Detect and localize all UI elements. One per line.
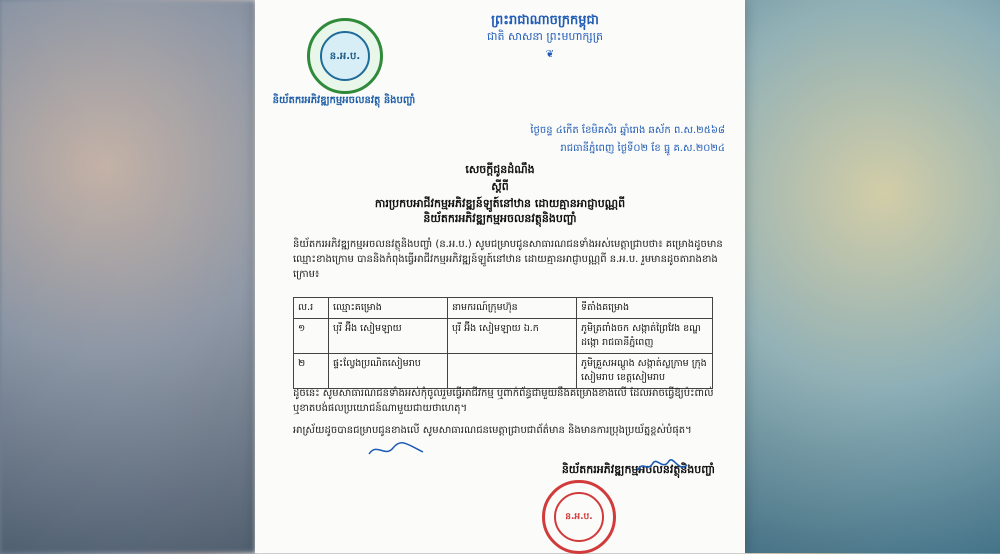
col-project: ឈ្មោះគម្រោង: [329, 298, 448, 319]
org-logo: [307, 18, 383, 94]
notice-title: សេចក្ដីជូនដំណឹង: [465, 163, 535, 176]
row-project: ផ្ទះល្វែងប្រណិតសៀមរាប: [329, 354, 448, 389]
projects-table: [293, 297, 713, 389]
seal-center: [554, 492, 604, 542]
logo-text: ន.អ.ប.: [329, 50, 361, 62]
seal-text: ន.អ.ប.: [565, 511, 593, 522]
row-location: ភូមិគ្រួសអណ្ដូង សង្កាត់ស្លក្រាម ក្រុងសៀមរាប ខេត្តសៀមរាប: [577, 354, 713, 389]
initial-mark-icon: [367, 440, 427, 460]
org-logo-inner: [320, 31, 370, 81]
official-seal: [542, 480, 616, 554]
notice-topic-line1: ការប្រកបអាជីវកម្មអភិវឌ្ឍន៍ឡូត៍នៅឋាន ដោយគ្មានអាជ្ញាបណ្ណពី: [374, 197, 626, 210]
ornament-icon: ❦: [545, 48, 555, 60]
col-location: ទីតាំងគម្រោង: [577, 298, 713, 319]
background-right: [745, 0, 1000, 553]
solar-date: រាជធានី​ភ្នំពេញ ថ្ងៃទី០២ ខែ ធ្នូ គ.ស.២០២៤: [560, 143, 725, 154]
lunar-date: ថ្ងៃ​ចន្ទ ៤កើត ខែ​មិគសិរ ឆ្នាំ​រោង ឆស័ក ព.ស.២៥៦៨: [530, 125, 725, 136]
document-page: [255, 0, 745, 553]
notice-subtitle: ស្ដីពី: [491, 180, 509, 193]
signature-icon: [635, 455, 695, 475]
col-no: ល.រ: [294, 298, 329, 319]
row-no: ២: [294, 354, 329, 389]
row-project: បុរី អ៊ីង សៀមឡាយ: [329, 319, 448, 354]
signature-org: និយ័តករអភិវឌ្ឍកម្មអចលនវត្ថុនិងបញ្ចាំ: [561, 463, 715, 476]
nation-heading: ជាតិ សាសនា ព្រះមហាក្សត្រ: [487, 30, 603, 43]
row-no: ១: [294, 319, 329, 354]
table-header-row: [294, 298, 713, 319]
col-company: នាមករណ៍ក្រុមហ៊ុន: [448, 298, 577, 319]
warning-paragraph: ដូចនេះ សូមសាធារណជនទាំងអស់កុំចូលរួមធ្វើអាជីវកម្ម ឬពាក់ព័ន្ធជាមួយនឹងគម្រោងខាងលើ ដែលអាចធ្វើឱ្យប៉ះពាល់ ឬខាតបង់ផលប្រយោជន៍ណាមួយជាយថាហេតុ។: [293, 388, 714, 414]
org-name: និយ័តករអភិវឌ្ឍកម្មអចលនវត្ថុ និងបញ្ចាំ: [272, 95, 416, 106]
row-location: ភូមិត្រពាំងចក សង្កាត់ព្រៃវែង ខណ្ឌដង្កោ រាជធានីភ្នំពេញ: [577, 319, 713, 354]
notice-topic-line2: និយ័តករអភិវឌ្ឍកម្មអចលនវត្ថុនិងបញ្ចាំ: [423, 212, 577, 225]
kingdom-heading: ព្រះរាជាណាចក្រកម្ពុជា: [491, 13, 599, 28]
closing-paragraph: អាស្រ័យដូចបានជម្រាបជូនខាងលើ សូមសាធារណជនមេត្តាជ្រាបជាព័ត៌មាន និងមានការប្រុងប្រយ័ត្នខ្ពស់បំផុត។: [293, 425, 692, 436]
row-company: បុរី អ៊ីង សៀមឡាយ ឯ.ក: [448, 319, 577, 354]
row-company: [448, 354, 577, 389]
background-left: [0, 0, 255, 553]
table-row: [294, 354, 713, 389]
table-row: [294, 319, 713, 354]
intro-paragraph: និយ័តករអភិវឌ្ឍកម្មអចលនវត្ថុនិងបញ្ចាំ (ន.អ.ប.) សូមជម្រាបជូនសាធារណជនទាំងអស់មេត្តាជ្រាបថា៖ គម្រោងដូចមានឈ្មោះខាងក្រោម បាននិងកំពុងធ្វើអាជីវកម្មអភិវឌ្ឍន៍ឡូត៍នៅឋាន ដោយគ្មានអាជ្ញាបណ្ណពី ន.អ.ប. រួមមានដូចតារាងខាងក្រោម៖: [293, 239, 723, 280]
